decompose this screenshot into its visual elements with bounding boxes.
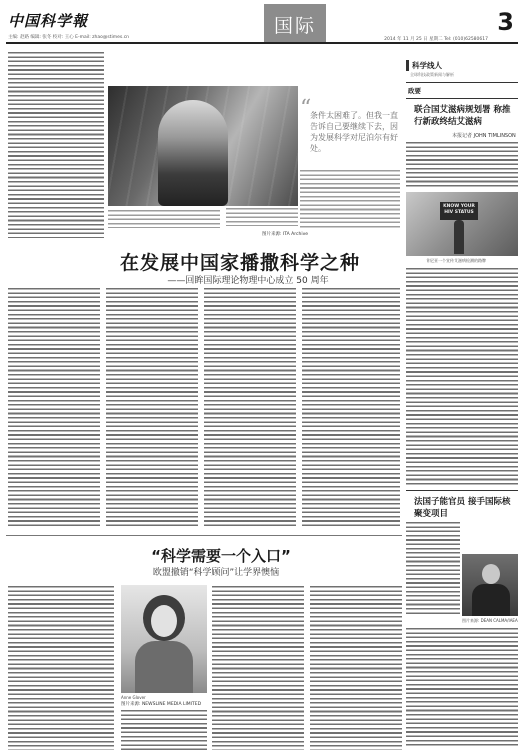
sidebar-text-4 <box>406 628 518 746</box>
sidebar-text-3 <box>406 522 460 616</box>
newspaper-logo: 中国科学報 <box>8 12 89 30</box>
body-text-col-1a <box>8 52 104 238</box>
sidebar-text-1 <box>406 142 518 188</box>
pull-quote <box>300 96 400 160</box>
body-text-col-3 <box>204 288 296 528</box>
photo-caption-main <box>226 208 298 226</box>
sidebar-rule <box>406 98 518 99</box>
bottom-story-subhead: 欧盟撤销“科学顾问”让学界懊恼 <box>152 568 280 578</box>
sidebar <box>406 60 518 750</box>
body-text-col-4 <box>302 288 400 528</box>
sidebar-photo2-caption: 图片来源: DEAN CALMA/IAEA <box>462 618 518 623</box>
pull-quote-text: 条件太困难了。但我一直告诉自己要继续下去，因为发展科学对尼泊尔有好处。 <box>310 111 398 153</box>
quote-mark-icon: “ <box>300 96 312 121</box>
sidebar-photo-portrait <box>462 554 518 616</box>
bottom-photo-credit: 图片来源: NEWSLINE MEDIA LIMITED <box>121 702 202 707</box>
page-number: 3 <box>497 8 514 36</box>
body-text-col-right-upper <box>300 170 400 230</box>
photo-credit: 图片来源: ITA Archive <box>262 232 309 237</box>
portrait-head <box>482 564 500 584</box>
top-story-subhead: ——回眸国际理论物理中心成立 50 周年 <box>167 276 329 286</box>
top-story-headline: 在发展中国家播撒科学之种 <box>119 252 360 274</box>
main-photo <box>108 86 298 206</box>
sidebar-headline-2: 法国子能官员 接手国际核聚变项目 <box>414 497 511 519</box>
photo-sign: KNOW YOUR HIV STATUS <box>440 202 478 220</box>
sidebar-rule <box>406 490 518 491</box>
sidebar-headline: 联合国艾滋病规划署 称推行新政终结艾滋病 <box>414 105 511 127</box>
bottom-photo-portrait <box>121 585 207 693</box>
body-text-col-2 <box>106 288 198 528</box>
contact-line: 主编: 赵路 编辑: 张冬 校对: 王心 E-mail: zhao@stimes.cn <box>8 35 130 40</box>
bottom-story-headline: “科学需要一个入口” <box>151 547 291 565</box>
story-divider <box>6 535 402 536</box>
body-text-col-1 <box>8 288 100 528</box>
sidebar-kicker: 科学线人 <box>406 60 442 71</box>
portrait-body <box>472 584 510 616</box>
sidebar-rule <box>406 82 518 83</box>
bottom-text-col-4 <box>310 586 402 750</box>
sidebar-text-2 <box>406 268 518 486</box>
header-rule <box>6 42 518 44</box>
sidebar-label-politics: 政要 <box>408 87 421 95</box>
section-label: 国际 <box>264 4 326 44</box>
sidebar-kicker-sub: 全球科技政策新闻与解析 <box>410 72 454 77</box>
portrait-torso <box>135 641 193 693</box>
sidebar-byline: 本报记者 JOHN TIMLINSON <box>452 133 516 139</box>
bottom-text-col-2 <box>121 710 207 750</box>
portrait-face <box>151 605 177 637</box>
sidebar-photo-hiv-sign <box>406 192 518 256</box>
sidebar-photo-caption: 肯尼亚一个宣传艾滋病检测的路牌 <box>426 258 486 263</box>
photo-caption-left <box>108 210 220 228</box>
person-silhouette <box>454 220 464 254</box>
bottom-text-col-3 <box>212 586 304 750</box>
bottom-text-col-1 <box>8 586 114 750</box>
scientist-figure <box>158 100 228 206</box>
bottom-photo-caption: Anne Glover <box>121 695 146 700</box>
dateline: 2014 年 11 月 25 日 星期二 Tel: (010)62580617 <box>384 37 488 42</box>
